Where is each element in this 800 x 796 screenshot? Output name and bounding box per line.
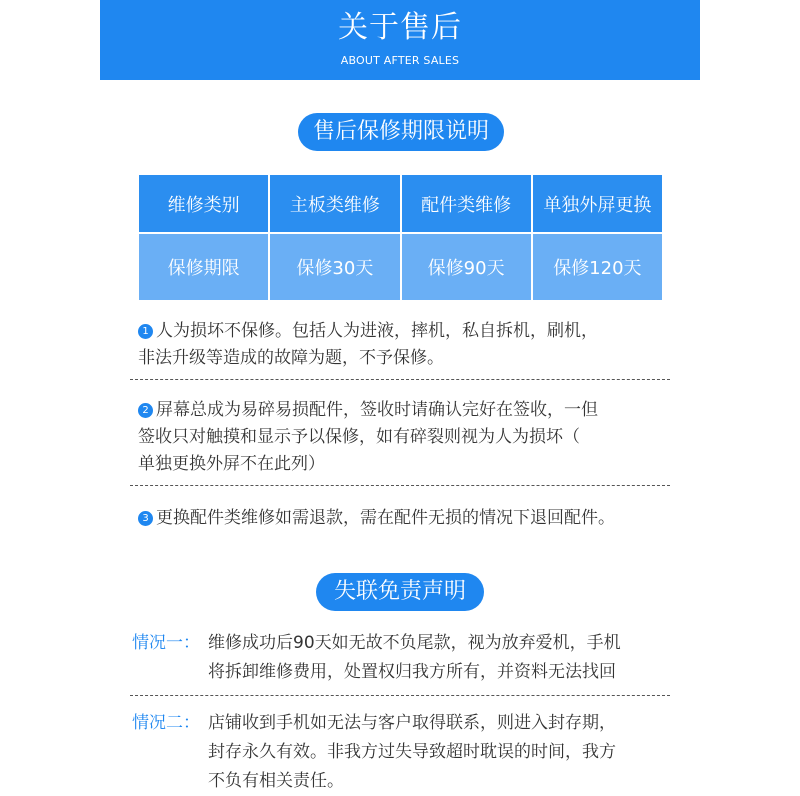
case-line: 将拆卸维修费用，处置权归我方所有，并资料无法找回: [208, 662, 616, 682]
table-header-cell: 配件类维修: [402, 175, 531, 234]
warranty-table: [137, 175, 664, 300]
dashed-divider: [130, 485, 670, 486]
case-text: [208, 709, 678, 796]
table-header-cell: 单独外屏更换: [533, 175, 662, 234]
case-line: 店铺收到手机如无法与客户取得联系，则进入封存期，: [208, 713, 616, 733]
table-cell: 保修120天: [533, 234, 662, 300]
case-line: 不负有相关责任。: [208, 771, 344, 791]
warranty-table-row: [139, 234, 662, 300]
table-header-cell: 维修类别: [139, 175, 268, 234]
table-cell: 保修90天: [402, 234, 531, 300]
table-header-cell: 主板类维修: [270, 175, 399, 234]
table-cell: 保修期限: [139, 234, 268, 300]
warranty-section-heading: 售后保修期限说明: [298, 113, 504, 151]
page-header: [100, 0, 700, 80]
warranty-table-header-row: [139, 175, 662, 234]
note-number-badge: 1: [138, 324, 153, 339]
note-number-badge: 3: [138, 511, 153, 526]
note-text: 更换配件类维修如需退款，需在配件无损的情况下退回配件。: [156, 508, 615, 528]
note-text: 人为损坏不保修。包括人为进液，摔机，私自拆机，刷机，: [156, 321, 598, 341]
note-line: [138, 505, 678, 532]
warranty-note: [138, 397, 678, 478]
dashed-divider: [130, 695, 670, 696]
case-line: 维修成功后90天如无故不负尾款，视为放弃爱机，手机: [208, 633, 621, 653]
case-text: [208, 629, 678, 687]
note-line: 签收只对触摸和显示予以保修，如有碎裂则视为人为损坏（: [138, 427, 580, 447]
note-number-badge: 2: [138, 403, 153, 418]
header-title: 关于售后: [338, 10, 462, 45]
case-line: 封存永久有效。非我方过失导致超时耽误的时间，我方: [208, 742, 616, 762]
warranty-note: [138, 505, 678, 532]
note-text: 屏幕总成为易碎易损配件，签收时请确认完好在签收，一但: [156, 400, 598, 420]
disclaimer-section-heading: 失联免责声明: [316, 573, 484, 611]
note-line: 单独更换外屏不在此列）: [138, 454, 325, 474]
case-label: 情况二：: [132, 713, 200, 733]
table-cell: 保修30天: [270, 234, 399, 300]
note-line: [138, 318, 678, 345]
note-line: [138, 397, 678, 424]
warranty-note: [138, 318, 678, 372]
header-subtitle: ABOUT AFTER SALES: [340, 54, 460, 67]
note-line: 非法升级等造成的故障为题，不予保修。: [138, 348, 444, 368]
dashed-divider: [130, 379, 670, 380]
case-label: 情况一：: [132, 633, 200, 653]
